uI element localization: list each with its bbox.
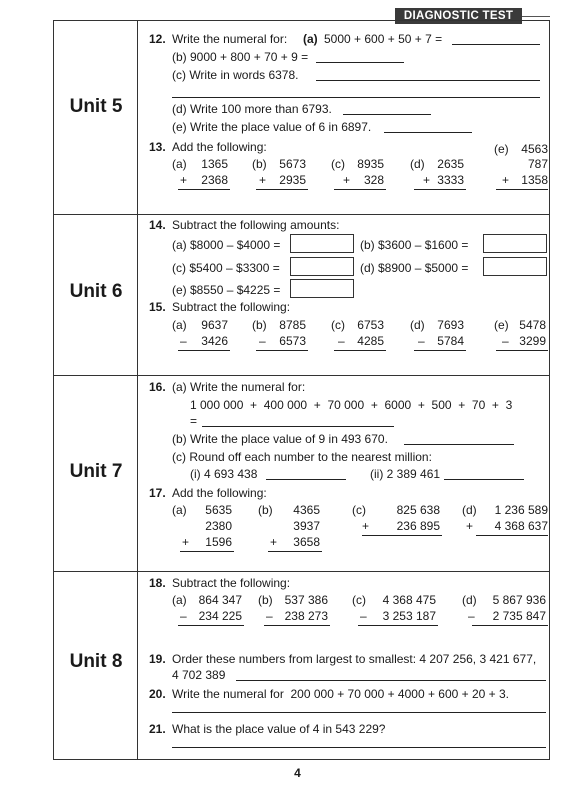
q14-e-text: (e) $8550 – $4225 = [172,283,281,297]
q19-answer-line[interactable] [236,680,546,681]
q18-title: Subtract the following: [172,576,291,590]
q15-b-answer-line[interactable] [256,350,308,351]
q16-a-answer-line[interactable] [202,426,394,427]
q15-c-answer-line[interactable] [334,350,386,351]
q13-e-mid: 787 [527,157,548,171]
q17-title: Add the following: [172,486,267,500]
q17-a-op: + [182,535,190,549]
q13-b-bot: 2935 [279,173,306,187]
q17-c-answer-line[interactable] [362,535,442,536]
unit-7-label: Unit 7 [69,461,123,482]
diagnostic-test-header: DIAGNOSTIC TEST [395,8,522,24]
q17-number: 17. [149,486,166,500]
q13-a-answer-line[interactable] [178,189,230,190]
q18-c-label: (c) [352,593,366,607]
q17-c-row2: 236 895 [396,519,440,533]
q13-e-answer-line[interactable] [496,189,548,190]
q15-d-label: (d) [410,318,425,332]
q12-d-text: (d) Write 100 more than 6793. [172,102,332,116]
q17-a-row3: 1596 [205,535,232,549]
q20-number: 20. [149,687,166,701]
q15-a-top: 9637 [201,318,228,332]
q12-c-text: (c) Write in words 6378. [172,68,299,82]
q14-d-text: (d) $8900 – $5000 = [360,261,469,275]
q13-c-top: 8935 [357,157,384,171]
q13-d-label: (d) [410,157,425,171]
q18-a-label: (a) [172,593,187,607]
q18-a-bot: 234 225 [198,609,242,623]
q18-a-top: 864 347 [198,593,242,607]
q13-c-label: (c) [331,157,345,171]
q13-c-op: + [343,173,351,187]
q16-b-answer-line[interactable] [404,444,514,445]
q14-a-answer-box[interactable] [290,234,354,253]
q14-b-text: (b) $3600 – $1600 = [360,238,469,252]
q13-d-top: 2635 [437,157,464,171]
q13-d-answer-line[interactable] [414,189,466,190]
q16-equals: = [190,414,198,428]
q18-a-answer-line[interactable] [178,625,244,626]
q13-b-answer-line[interactable] [256,189,308,190]
q18-d-bot: 2 735 847 [492,609,546,623]
q15-b-op: – [259,334,266,348]
q17-b-answer-line[interactable] [268,551,322,552]
q17-c-row1: 825 638 [396,503,440,517]
q13-e-top: 4563 [521,142,548,156]
q20-answer-line[interactable] [172,712,546,713]
q14-d-answer-box[interactable] [483,257,547,276]
q15-a-op: – [180,334,187,348]
q17-d-answer-line[interactable] [476,535,548,536]
q16-c-i-answer-line[interactable] [266,479,346,480]
q17-a-label: (a) [172,503,187,517]
unit-column [54,21,138,759]
q16-c-ii-text: (ii) 2 389 461 [370,467,441,481]
q13-e-op: + [502,173,510,187]
q17-c-op: + [362,519,370,533]
q15-e-label: (e) [494,318,509,332]
q18-b-op: – [266,609,273,623]
q15-number: 15. [149,300,166,314]
q18-c-answer-line[interactable] [358,625,438,626]
q12-a-answer-line[interactable] [452,44,540,45]
q15-c-top: 6753 [357,318,384,332]
q17-b-row1: 4365 [293,503,320,517]
q13-e-bot: 1358 [521,173,548,187]
q15-c-op: – [338,334,345,348]
unit-8-label: Unit 8 [69,651,123,672]
q14-c-answer-box[interactable] [290,257,354,276]
q18-d-op: – [468,609,475,623]
q17-d-row1: 1 236 589 [494,503,548,517]
header-rule [522,16,550,17]
q18-d-answer-line[interactable] [472,625,548,626]
divider-unit8 [54,571,549,572]
q15-d-top: 7693 [437,318,464,332]
q18-c-bot: 3 253 187 [382,609,436,623]
q12-a-expr: 5000 + 600 + 50 + 7 = [324,32,443,46]
divider-unit6 [54,214,549,215]
q17-b-op: + [270,535,278,549]
q21-answer-line[interactable] [172,747,546,748]
q15-title: Subtract the following: [172,300,291,314]
q13-b-top: 5673 [279,157,306,171]
q17-a-row1: 5635 [205,503,232,517]
q17-d-row2: 4 368 637 [494,519,548,533]
q17-d-label: (d) [462,503,477,517]
q14-title: Subtract the following amounts: [172,218,340,232]
q12-a-text: Write the numeral for: [172,32,288,46]
q19-line2: 4 702 389 [172,668,226,682]
q13-a-bot: 2368 [201,173,228,187]
q14-e-answer-box[interactable] [290,279,354,298]
q15-c-label: (c) [331,318,345,332]
q13-a-label: (a) [172,157,187,171]
q18-number: 18. [149,576,166,590]
q13-b-op: + [259,173,267,187]
q15-b-top: 8785 [279,318,306,332]
q12-number: 12. [149,32,166,46]
q12-e-text: (e) Write the place value of 6 in 6897. [172,120,372,134]
q21-text: What is the place value of 4 in 543 229? [172,722,386,736]
q15-d-op: – [418,334,425,348]
divider-unit7 [54,375,549,376]
q15-b-label: (b) [252,318,267,332]
q15-e-top: 5478 [519,318,546,332]
q13-title: Add the following: [172,140,267,154]
q16-a-text: (a) Write the numeral for: [172,380,306,394]
q12-d-answer-line[interactable] [343,114,431,115]
unit-5-label: Unit 5 [69,96,123,117]
q13-a-op: + [180,173,188,187]
q17-b-row3: 3658 [293,535,320,549]
unit-6-label: Unit 6 [69,281,123,302]
q15-a-bot: 3426 [201,334,228,348]
q14-a-text: (a) $8000 – $4000 = [172,238,281,252]
q15-a-label: (a) [172,318,187,332]
q16-b-text: (b) Write the place value of 9 in 493 670. [172,432,388,446]
q13-b-label: (b) [252,157,267,171]
q12-c-answer-line-1[interactable] [316,80,540,81]
q14-number: 14. [149,218,166,232]
q13-number: 13. [149,140,166,154]
q15-d-bot: 5784 [437,334,464,348]
q13-a-top: 1365 [201,157,228,171]
q19-line1: Order these numbers from largest to smallest: 4 207 256, 3 421 677, [172,652,537,666]
q16-expression: 1 000 000 + 400 000 + 70 000 + 6000 + 500 + 70 + 3 [190,398,513,412]
q15-a-answer-line[interactable] [178,350,230,351]
q16-c-text: (c) Round off each number to the nearest million: [172,450,432,464]
q18-d-top: 5 867 936 [492,593,546,607]
q16-c-ii-answer-line[interactable] [444,479,524,480]
q15-e-op: – [502,334,509,348]
q14-b-answer-box[interactable] [483,234,547,253]
q13-c-answer-line[interactable] [334,189,386,190]
q12-e-answer-line[interactable] [384,132,472,133]
q16-c-i-text: (i) 4 693 438 [190,467,258,481]
q15-c-bot: 4285 [357,334,384,348]
q17-a-row2: 2380 [205,519,232,533]
q18-a-op: – [180,609,187,623]
q17-d-op: + [466,519,474,533]
q12-b-answer-line[interactable] [316,62,404,63]
q13-d-op: + [423,173,431,187]
q13-c-bot: 328 [363,173,384,187]
q18-c-top: 4 368 475 [382,593,436,607]
q21-number: 21. [149,722,166,736]
q12-b-text: (b) 9000 + 800 + 70 + 9 = [172,50,309,64]
q20-text: Write the numeral for 200 000 + 70 000 + 4000 + 600 + 20 + 3. [172,687,510,701]
q18-c-op: – [360,609,367,623]
q18-b-bot: 238 273 [284,609,328,623]
q12-a-label: (a) [303,32,318,46]
page-number: 4 [294,766,301,780]
q13-e-label: (e) [494,142,509,156]
q17-b-label: (b) [258,503,273,517]
q12-c-answer-line-2[interactable] [172,97,540,98]
q18-d-label: (d) [462,593,477,607]
q14-c-text: (c) $5400 – $3300 = [172,261,280,275]
q17-c-label: (c) [352,503,366,517]
q18-b-top: 537 386 [284,593,328,607]
q17-b-row2: 3937 [293,519,320,533]
q15-b-bot: 6573 [279,334,306,348]
q17-a-answer-line[interactable] [180,551,234,552]
q18-b-answer-line[interactable] [264,625,330,626]
q15-d-answer-line[interactable] [414,350,466,351]
q16-number: 16. [149,380,166,394]
q15-e-bot: 3299 [519,334,546,348]
q15-e-answer-line[interactable] [496,350,548,351]
q13-d-bot: 3333 [437,173,464,187]
q19-number: 19. [149,652,166,666]
q18-b-label: (b) [258,593,273,607]
